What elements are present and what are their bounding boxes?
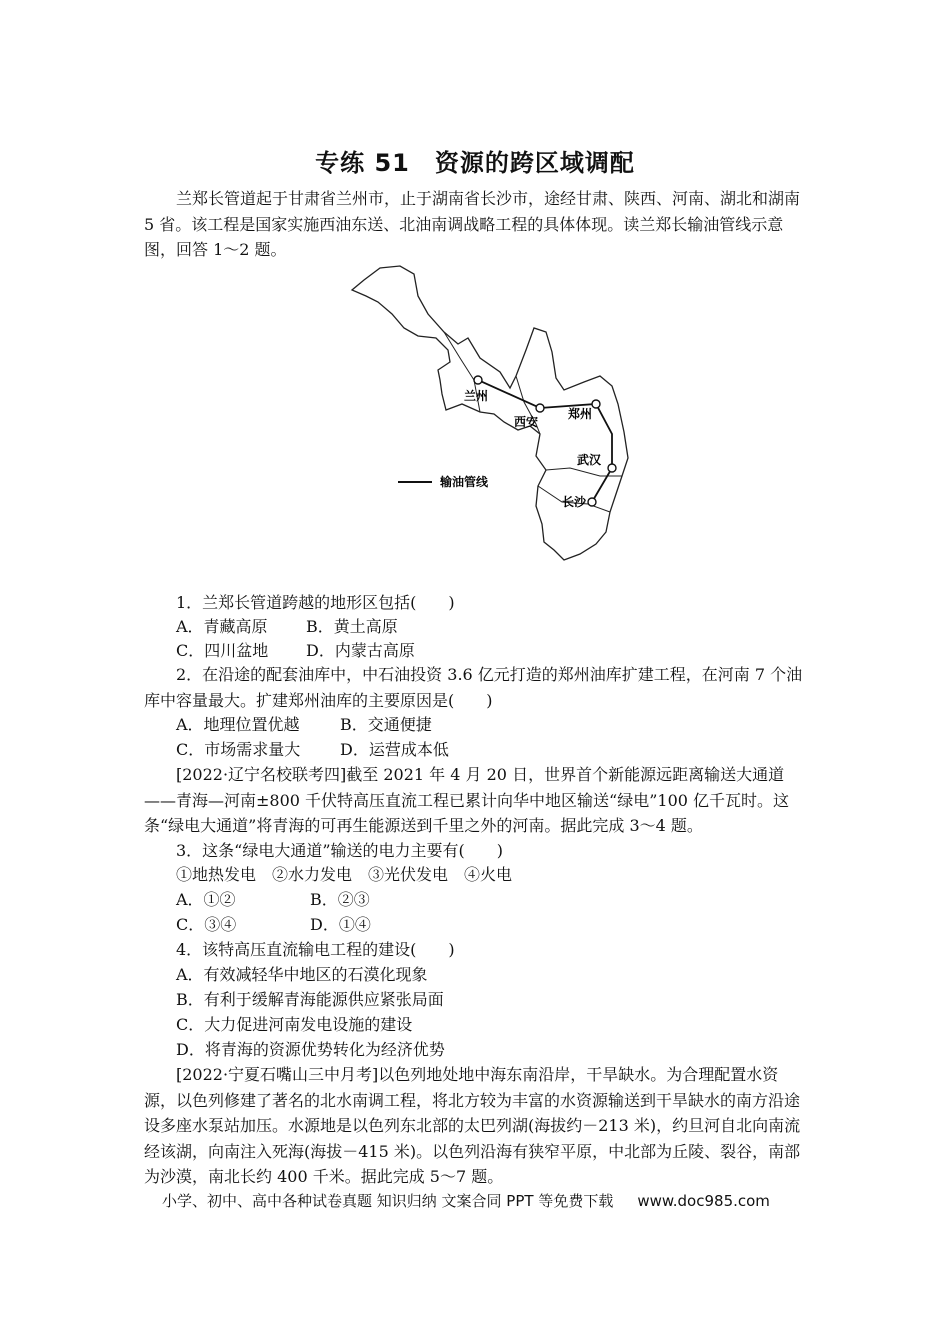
q3-option-c: C．③④ [176, 915, 237, 934]
q4-option-c: C．大力促进河南发电设施的建设 [176, 1015, 413, 1034]
question-4-stem: 4．该特高压直流输电工程的建设( ) [176, 940, 455, 959]
footer-text: 小学、初中、高中各种试卷真题 知识归纳 文案合同 PPT 等免费下载 [162, 1192, 614, 1210]
city-marker-zhengzhou [592, 400, 600, 408]
question-1-stem: 1．兰郑长管道跨越的地形区包括( ) [176, 593, 455, 612]
q1-option-b: B．黄土高原 [306, 617, 398, 636]
question-3-stem: 3．这条“绿电大通道”输送的电力主要有( ) [176, 841, 504, 860]
legend-label: 输油管线 [440, 475, 489, 489]
footer [162, 1190, 770, 1211]
q2-option-c: C．市场需求量大 [176, 740, 301, 759]
passage-2: [2022·辽宁名校联考四]截至 2021 年 4 月 20 日，世界首个新能源远距离输送大通道——青海—河南±800 千伏特高压直流工程已累计向华中地区输送“绿电”100 亿千瓦时。这条“绿电大通道”将青海的可再生能源送到千里之外的河南。据此完成 3～4 题。 [144, 765, 790, 835]
q2-option-b: B．交通便捷 [340, 715, 432, 734]
city-label-wuhan: 武汉 [577, 453, 602, 467]
passage-3: [2022·宁夏石嘴山三中月考]以色列地处地中海东南沿岸，干旱缺水。为合理配置水资源，以色列修建了著名的北水南调工程，将北方较为丰富的水资源输送到干旱缺水的南方沿途设多座水泵站加压。水源地是以色列东北部的太巴列湖(海拔约－213 米)，约旦河自北向南流经该湖，向南注入死海(海拔－415 米)。以色列沿海有狭窄平原，中北部为丘陵、裂谷，南部为沙漠，南北长约 400 千米。据此完成 5～7 题。 [144, 1065, 801, 1186]
q2-option-d: D．运营成本低 [340, 740, 449, 759]
city-label-xian: 西安 [514, 415, 539, 429]
q1-option-d: D．内蒙古高原 [306, 641, 415, 660]
city-label-zhengzhou: 郑州 [568, 407, 593, 421]
footer-link[interactable]: www.doc985.com [637, 1192, 770, 1210]
q3-option-b: B．②③ [310, 890, 370, 909]
city-label-lanzhou: 兰州 [464, 389, 489, 403]
city-marker-changsha [588, 498, 596, 506]
q4-option-d: D．将青海的资源优势转化为经济优势 [176, 1040, 445, 1059]
city-marker-xian [536, 404, 544, 412]
city-marker-lanzhou [474, 376, 482, 384]
page-title: 专练 51 资源的跨区域调配 [315, 149, 635, 177]
pipeline-route [478, 380, 612, 502]
q3-option-d: D．①④ [310, 915, 371, 934]
q4-option-b: B．有利于缓解青海能源供应紧张局面 [176, 990, 444, 1009]
q4-option-a: A．有效减轻华中地区的石漠化现象 [176, 965, 428, 984]
q3-items: ①地热发电 ②水力发电 ③光伏发电 ④火电 [176, 865, 513, 884]
city-marker-wuhan [608, 464, 616, 472]
city-label-changsha: 长沙 [562, 495, 587, 509]
q1-option-c: C．四川盆地 [176, 641, 269, 660]
pipeline-map [340, 262, 640, 562]
q2-option-a: A．地理位置优越 [176, 715, 300, 734]
q3-option-a: A．①② [176, 890, 236, 909]
question-2-stem: 2．在沿途的配套油库中，中石油投资 3.6 亿元打造的郑州油库扩建工程，在河南 7 个油库中容量最大。扩建郑州油库的主要原因是( ) [144, 665, 803, 710]
passage-1: 兰郑长管道起于甘肃省兰州市，止于湖南省长沙市，途经甘肃、陕西、河南、湖北和湖南 5 省。该工程是国家实施西油东送、北油南调战略工程的具体体现。读兰郑长输油管线示意图，回答 1～2 题。 [144, 189, 801, 259]
q1-option-a: A．青藏高原 [176, 617, 268, 636]
